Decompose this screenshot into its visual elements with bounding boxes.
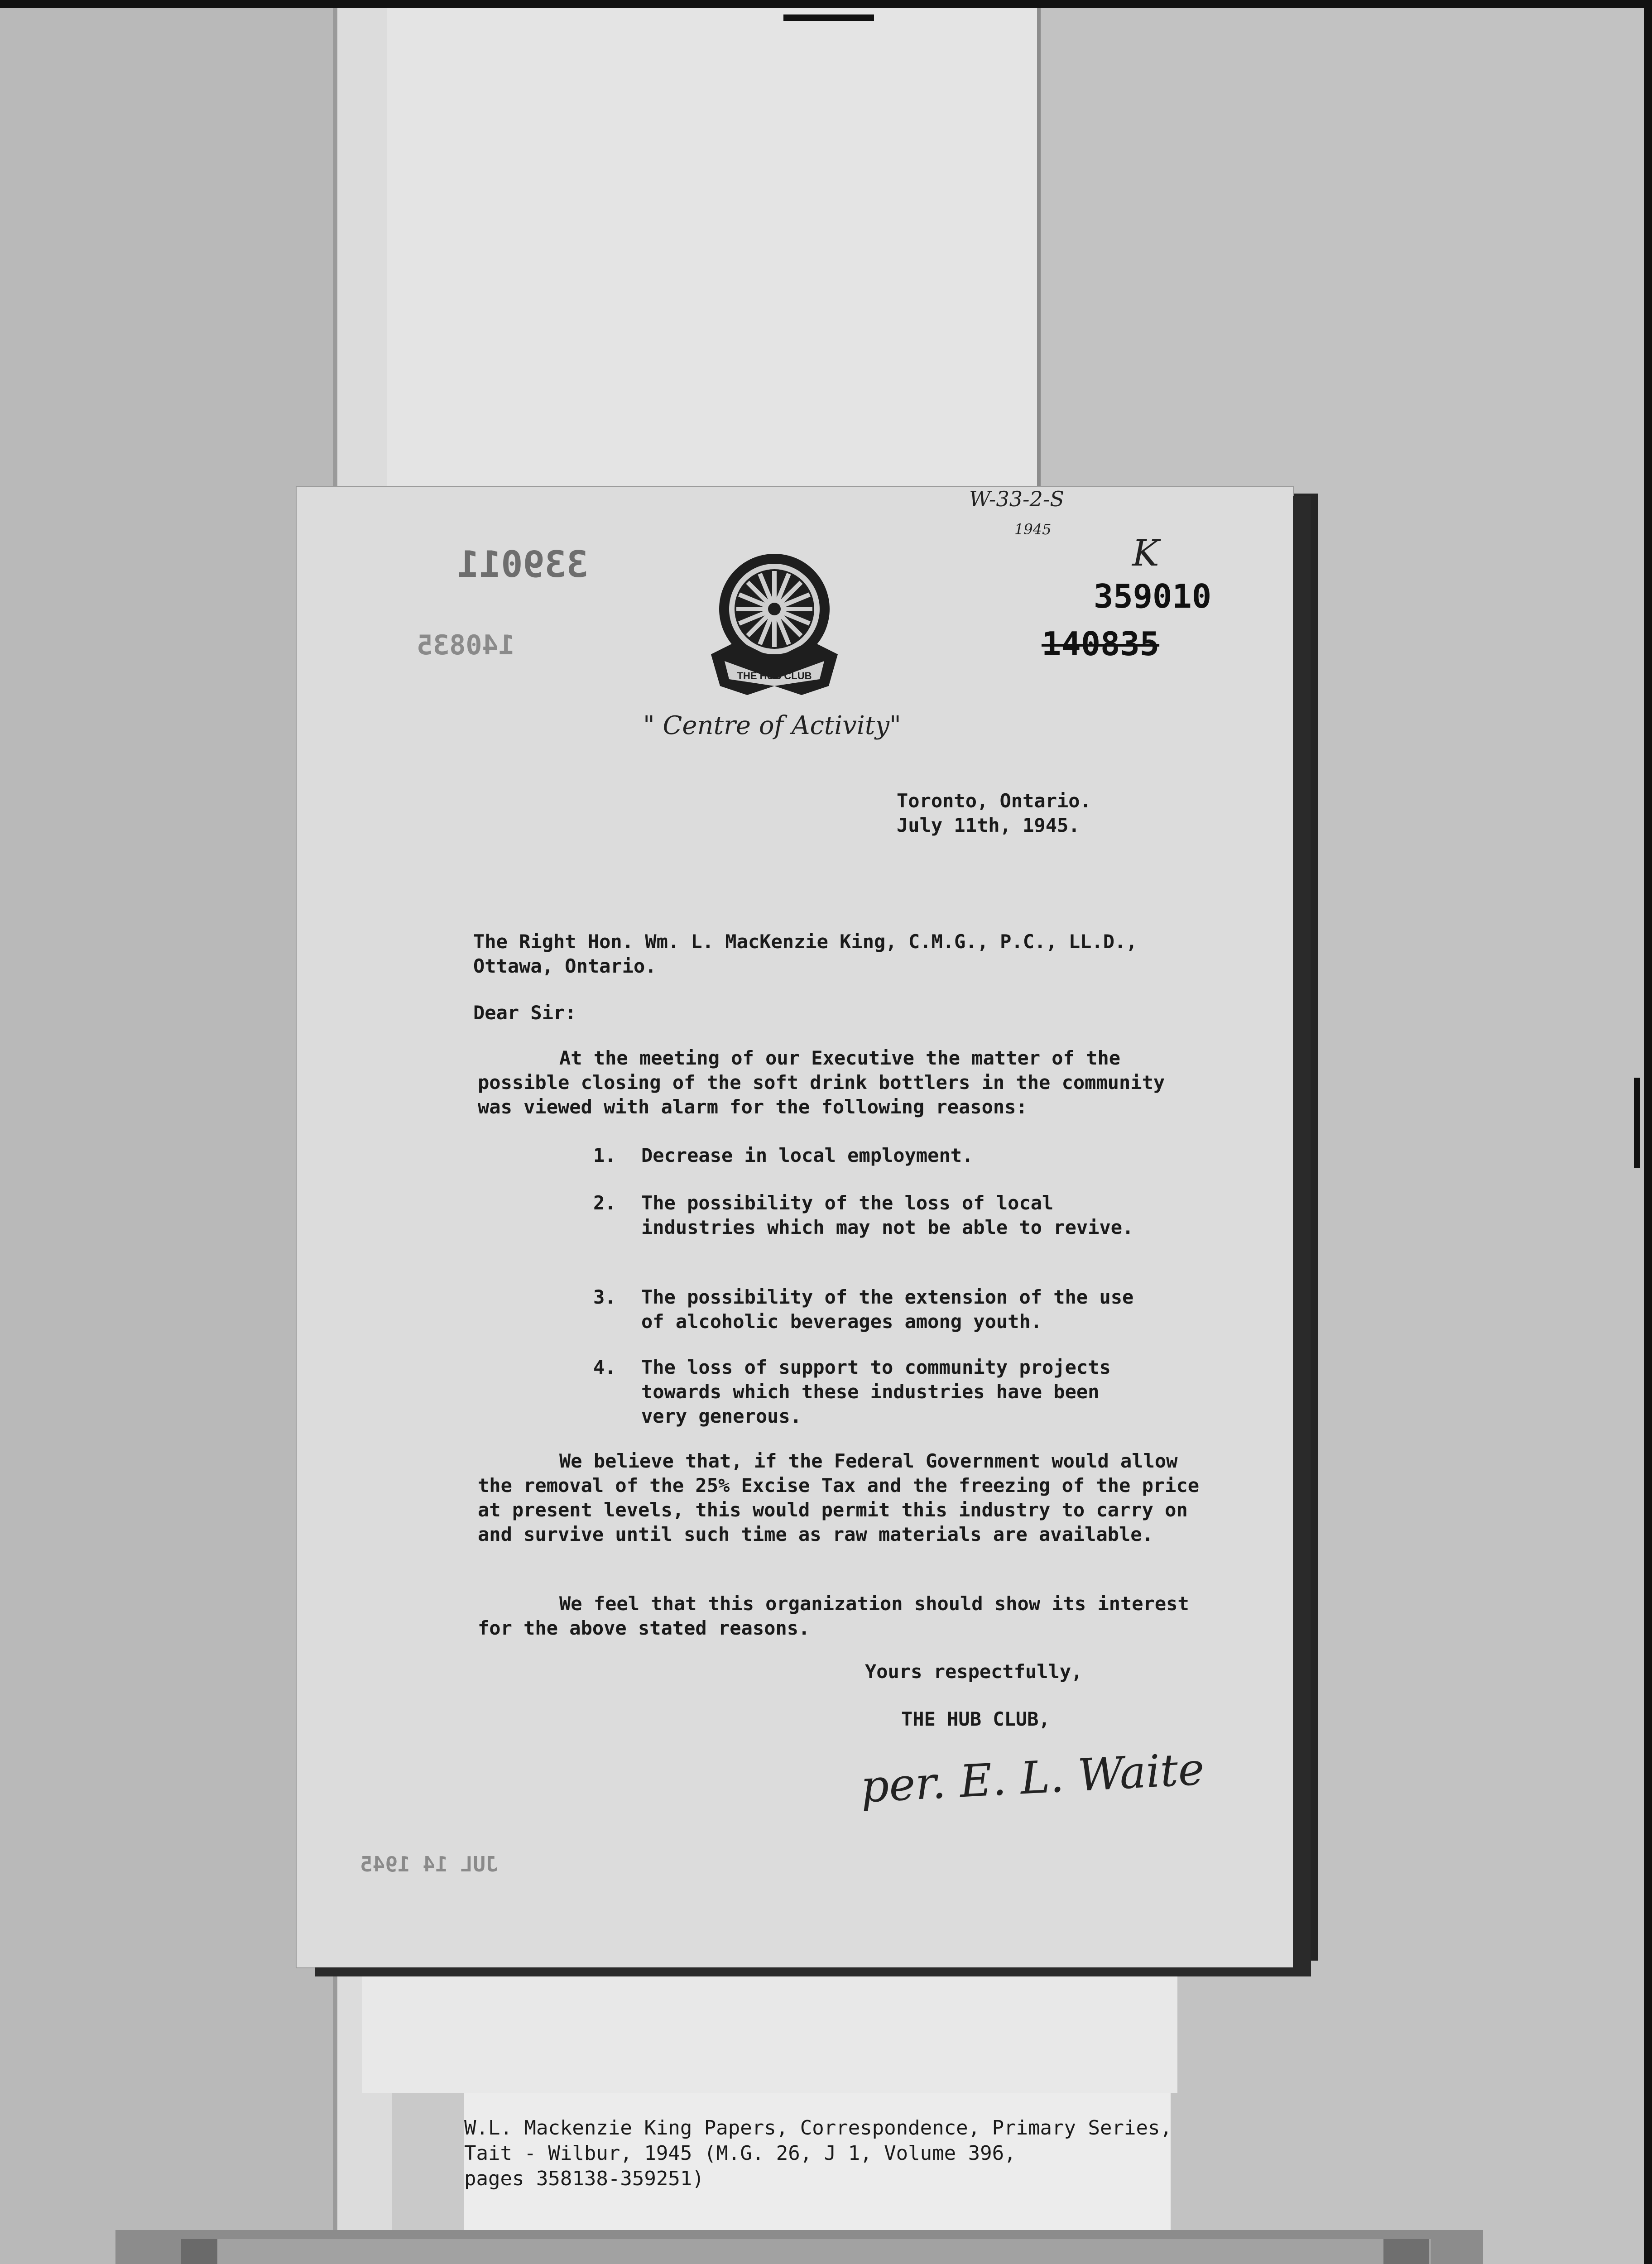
catalogue-label (464, 2093, 1171, 2231)
background-strip-middle (387, 0, 1044, 498)
frame-border-right (1644, 0, 1652, 2264)
list-item-number: 1. (593, 1144, 616, 1166)
list-item-text: The possibility of the extension of the use of alcoholic beverages among youth. (641, 1286, 1134, 1333)
list-item-text: Decrease in local employment. (641, 1144, 974, 1166)
ghost-stamp-number: 339011 (457, 543, 588, 585)
letter-place: Toronto, Ontario. (897, 790, 1091, 812)
list-item-number: 4. (593, 1356, 616, 1378)
background-strip-left (0, 0, 333, 2264)
paper-shadow (1293, 494, 1318, 1961)
recipient-line-2: Ottawa, Ontario. (473, 955, 657, 977)
salutation: Dear Sir: (473, 1002, 576, 1024)
file-initial: K (1132, 532, 1159, 574)
signatory-club: THE HUB CLUB, (901, 1708, 1050, 1730)
ghost-stamp-number-2: 140835 (417, 629, 515, 661)
closing: Yours respectfully, (865, 1660, 1083, 1683)
top-rule-mark (783, 14, 874, 21)
recipient-line-1: The Right Hon. Wm. L. MacKenzie King, C.M.G., P.C., LL.D., (473, 931, 1138, 953)
catalogue-line-1: W.L. Mackenzie King Papers, Correspondence, Primary Series, (464, 2116, 1172, 2139)
banner-edge-left (181, 2239, 217, 2264)
frame-border-top (0, 0, 1652, 8)
archives-banner (217, 2239, 1431, 2264)
right-edge-tick (1634, 1078, 1640, 1168)
banner-edge-right (1383, 2239, 1429, 2264)
logo-text: THE HUB CLUB (737, 670, 812, 681)
hub-club-logo-icon (706, 550, 842, 704)
catalogue-line-2: Tait - Wilbur, 1945 (M.G. 26, J 1, Volume 396, (464, 2142, 1016, 2165)
club-motto: " Centre of Activity" (643, 711, 901, 740)
list-item-number: 3. (593, 1286, 616, 1308)
signature: per. E. L. Waite (859, 1743, 1206, 1813)
list-item-text: The possibility of the loss of local industries which may not be able to revive. (641, 1192, 1134, 1238)
body-paragraph-2: We believe that, if the Federal Government would allow the removal of the 25% Excise Tax and the freezing of the price at present levels, this would permit this industry to carry on and survive until such time as raw materials are available. (478, 1450, 1200, 1545)
file-number-struck: 140835 (1042, 625, 1160, 663)
file-number: 359010 (1094, 577, 1212, 615)
list-item-text: The loss of support to community projects towards which these industries have been very generous. (641, 1356, 1111, 1427)
letter-date: July 11th, 1945. (897, 814, 1080, 836)
ghost-date-stamp: JUL 14 1945 (360, 1852, 498, 1876)
catalogue-line-3: pages 358138-359251) (464, 2167, 704, 2190)
list-item-number: 2. (593, 1192, 616, 1214)
file-reference: W-33-2-S (969, 487, 1064, 511)
body-paragraph-3: We feel that this organization should show its interest for the above stated reasons. (478, 1592, 1189, 1639)
body-paragraph-1: At the meeting of our Executive the matter of the possible closing of the soft drink bottlers in the community was viewed with alarm for the following reasons: (478, 1047, 1165, 1118)
file-year: 1945 (1014, 521, 1052, 538)
